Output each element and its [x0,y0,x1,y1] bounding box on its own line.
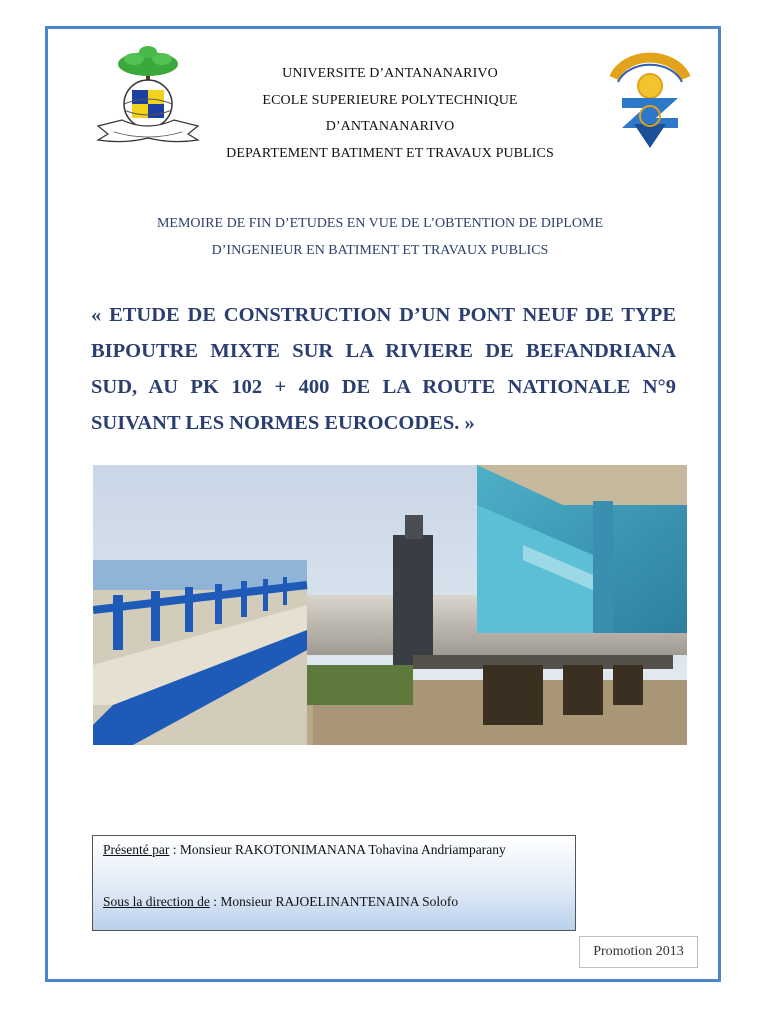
promotion-box: Promotion 2013 [579,936,698,968]
university-name: UNIVERSITE D’ANTANANARIVO [282,66,498,81]
presented-by-separator: : [169,842,180,857]
bridge-photo [93,465,687,745]
presented-by-row [103,842,506,858]
presentation-box [92,835,576,931]
direction-value: Monsieur RAJOELINANTENAINA Solofo [220,894,459,909]
school-city: D’ANTANANARIVO [325,119,455,134]
memoire-line-1: MEMOIRE DE FIN D’ETUDES EN VUE DE L’OBTENTION DE DIPLOME [156,216,604,231]
thesis-title: « ETUDE DE CONSTRUCTION D’UN PONT NEUF DE TYPE BIPOUTRE MIXTE SUR LA RIVIERE DE BEFANDRIANA SUD, AU PK 102 + 400 DE LA ROUTE NATIONALE N°9 SUIVANT LES NORMES EUROCODES. » [91,304,676,434]
memoire-line-2: D’INGENIEUR EN BATIMENT ET TRAVAUX PUBLICS [211,243,549,258]
presented-by-value: Monsieur RAKOTONIMANANA Tohavina Andriamparany [179,842,506,857]
department-name: DEPARTEMENT BATIMENT ET TRAVAUX PUBLICS [226,146,554,161]
direction-separator: : [209,894,221,909]
presented-by-label: Présenté par [103,842,170,857]
direction-row [103,894,458,910]
direction-label: Sous la direction de [103,894,210,909]
school-name: ECOLE SUPERIEURE POLYTECHNIQUE [262,93,518,108]
